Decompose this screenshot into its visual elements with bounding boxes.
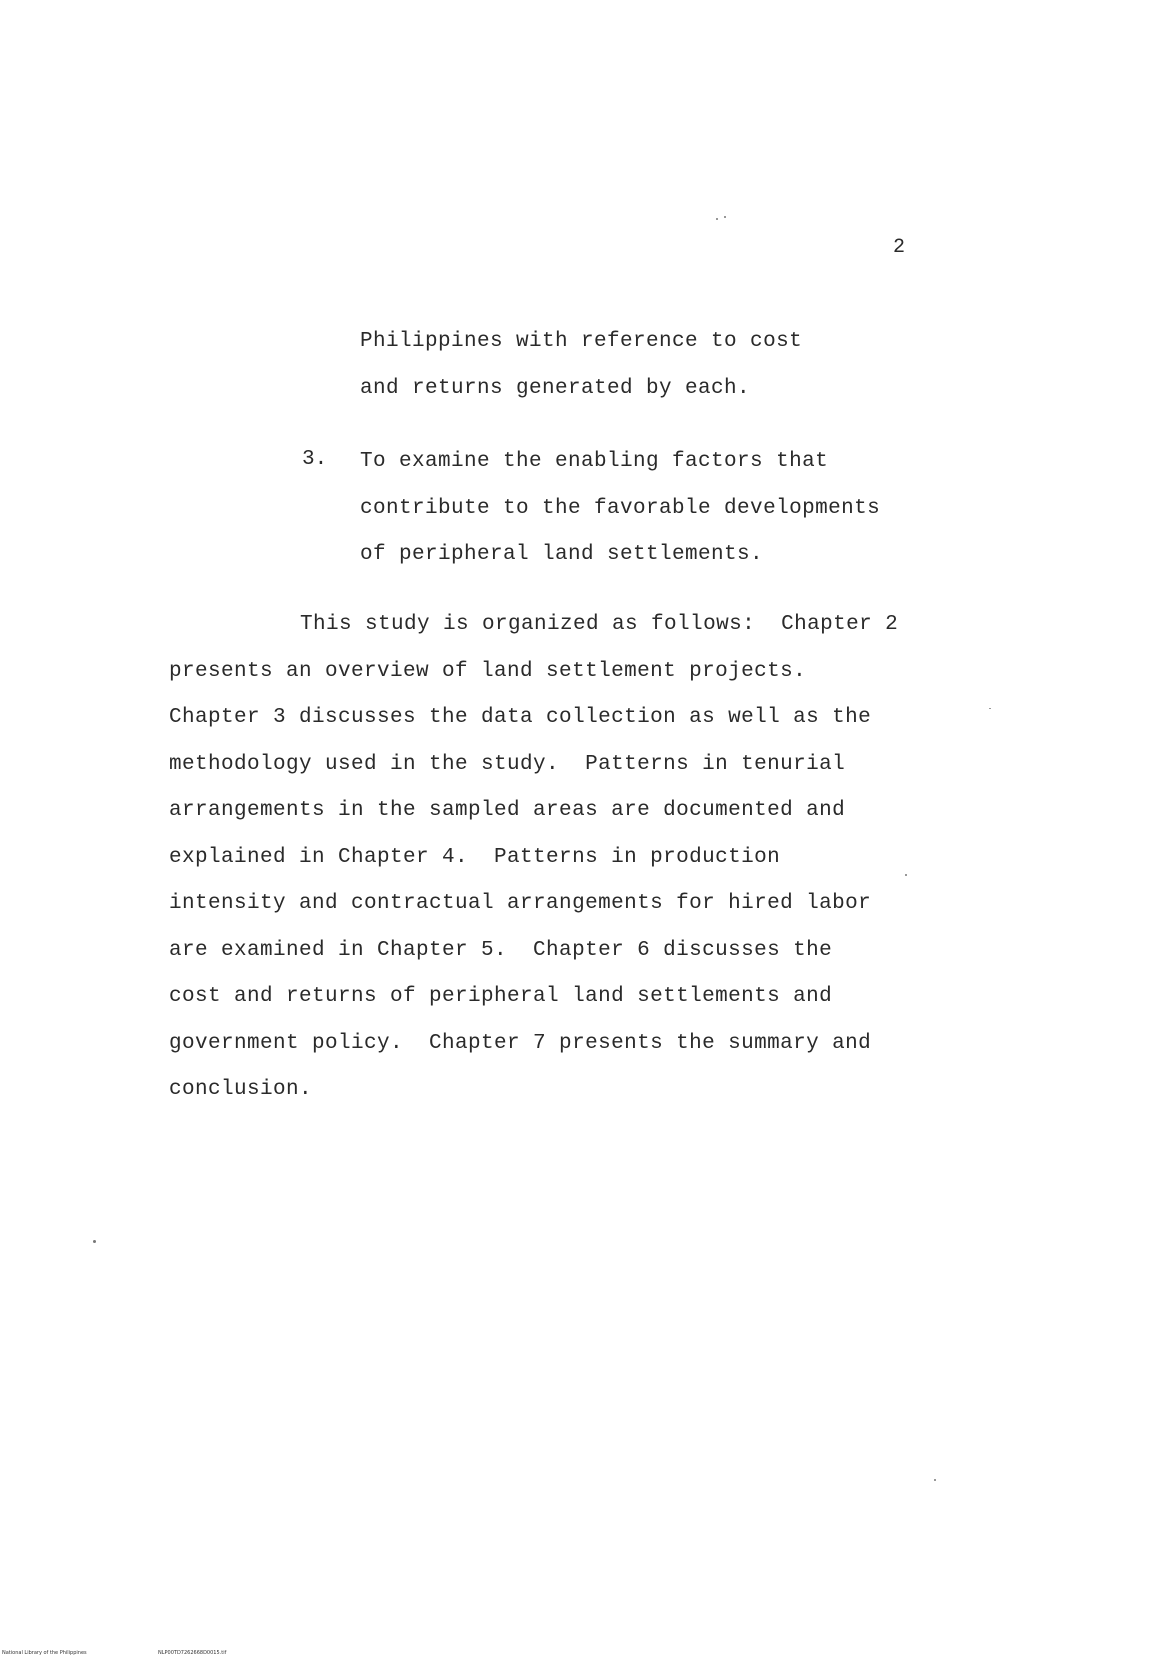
list-item-number: 3. [302,448,328,471]
continuation-line-1: Philippines with reference to cost [360,330,803,353]
paragraph-line-2: presents an overview of land settlement projects. [169,660,807,683]
footer-file-name: NLP00TD7262668D0015.tif [158,1650,227,1656]
paragraph-line-5: arrangements in the sampled areas are documented and [169,799,846,822]
scan-speck [93,1240,96,1243]
paragraph-line-7: intensity and contractual arrangements for hired labor [169,892,872,915]
paragraph-line-1: This study is organized as follows: Chapter 2 [300,613,899,636]
list-item-line-1: To examine the enabling factors that [360,450,829,473]
paragraph-line-11: conclusion. [169,1078,313,1101]
paragraph-line-4: methodology used in the study. Patterns in tenurial [169,753,846,776]
paragraph-line-9: cost and returns of peripheral land settlements and [169,985,833,1008]
continuation-line-2: and returns generated by each. [360,377,751,400]
scan-speck [724,216,726,218]
footer-library-credit: National Library of the Philippines [2,1650,87,1656]
paragraph-line-3: Chapter 3 discusses the data collection as well as the [169,706,872,729]
scan-speck [716,218,718,220]
list-item-line-3: of peripheral land settlements. [360,543,764,566]
paragraph-line-6: explained in Chapter 4. Patterns in production [169,846,781,869]
paragraph-line-10: government policy. Chapter 7 presents the summary and [169,1032,872,1055]
scan-speck [934,1479,936,1481]
paragraph-line-8: are examined in Chapter 5. Chapter 6 discusses the [169,939,833,962]
page-number: 2 [893,236,906,259]
list-item-line-2: contribute to the favorable developments [360,497,881,520]
scan-speck [989,708,991,709]
scan-speck [905,874,907,876]
